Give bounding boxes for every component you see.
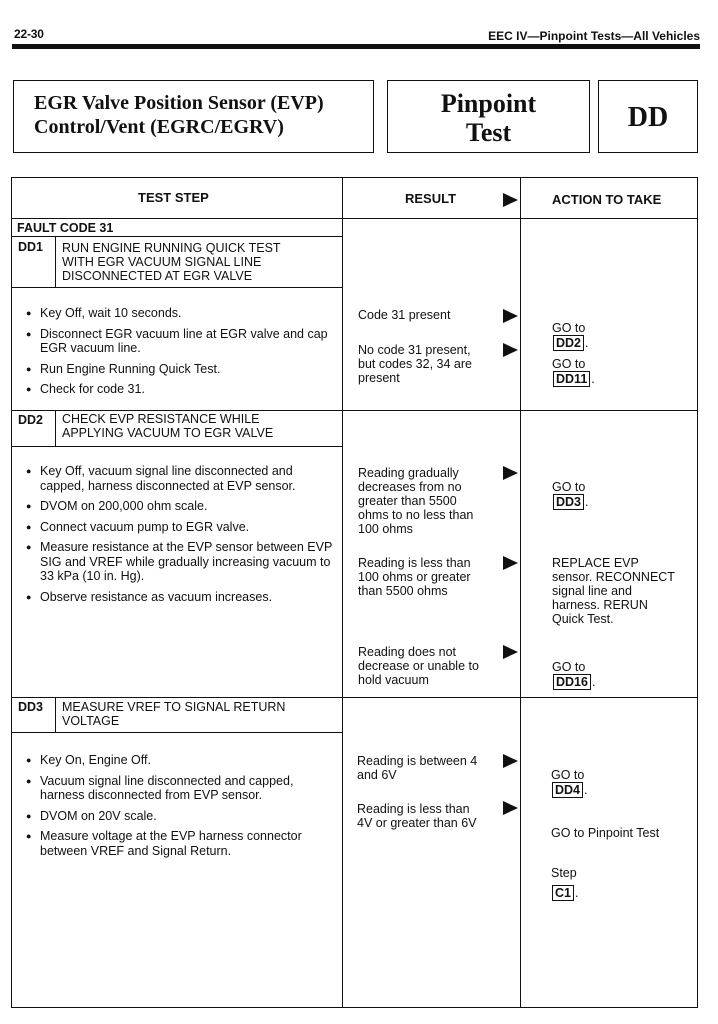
header-result: RESULT <box>405 191 457 206</box>
test-title-box <box>13 80 374 153</box>
list-item: ● Key Off, wait 10 seconds. <box>26 306 338 321</box>
list-item: ● Measure resistance at the EVP sensor between EVP SIG and VREF while gradually increasing vacuum to 33 kPa (10 in. Hg). <box>26 540 338 584</box>
dd3-id-divider <box>55 697 56 732</box>
dd2-result-2: Reading is less than 100 ohms or greater than 5500 ohms <box>358 556 471 598</box>
dd2-action-1: GO to DD3 . <box>552 480 589 509</box>
step-id-dd1: DD1 <box>18 240 44 254</box>
fault-code-label: FAULT CODE 31 <box>17 221 114 235</box>
divider-result-action <box>520 177 521 1008</box>
dd2-result-3: Reading does not decrease or unable to hold vacuum <box>358 645 479 687</box>
dd1-action-1: GO to DD2 . <box>552 321 589 350</box>
dd2-top-rule <box>11 410 698 411</box>
dd2-title-rule <box>11 446 343 447</box>
dd3-result-1: Reading is between 4 and 6V <box>357 754 478 782</box>
step-ref-c1[interactable]: C1 <box>552 885 574 901</box>
step-title-dd3: MEASURE VREF TO SIGNAL RETURN VOLTAGE <box>62 700 286 728</box>
dd1-result-1: Code 31 present <box>358 308 451 322</box>
list-item: ● Disconnect EGR vacuum line at EGR valve and cap EGR vacuum line. <box>26 327 338 356</box>
arrow-icon <box>503 645 518 659</box>
step-id-dd3: DD3 <box>18 700 44 714</box>
step-ref-dd16[interactable]: DD16 <box>553 674 591 690</box>
step-ref-dd11[interactable]: DD11 <box>553 371 590 387</box>
list-item: ● Run Engine Running Quick Test. <box>26 362 338 377</box>
list-item: ● DVOM on 20V scale. <box>26 809 338 824</box>
arrow-icon <box>503 556 518 570</box>
section-title: EEC IV—Pinpoint Tests—All Vehicles <box>488 29 700 43</box>
dd3-action-2: GO to Pinpoint Test Step C1 . <box>551 826 660 900</box>
arrow-icon <box>503 309 518 323</box>
header-action: ACTION TO TAKE <box>552 192 662 207</box>
arrow-icon <box>503 801 518 815</box>
arrow-icon <box>503 466 518 480</box>
list-item: ● Connect vacuum pump to EGR valve. <box>26 520 338 535</box>
dd3-steps <box>26 753 338 864</box>
dd2-result-1: Reading gradually decreases from no greater than 5500 ohms to no less than 100 ohms <box>358 466 474 536</box>
fault-code-rule <box>11 236 343 237</box>
arrow-icon <box>503 754 518 768</box>
header-bottom-rule <box>11 218 698 219</box>
dd3-action-1: GO to DD4 . <box>551 768 588 797</box>
step-title-dd1: RUN ENGINE RUNNING QUICK TEST WITH EGR VACUUM SIGNAL LINE DISCONNECTED AT EGR VALVE <box>62 241 281 283</box>
list-item: ● Key On, Engine Off. <box>26 753 338 768</box>
list-item: ● DVOM on 200,000 ohm scale. <box>26 499 338 514</box>
dd3-top-rule <box>11 697 698 698</box>
header-rule <box>12 44 700 49</box>
step-ref-dd2[interactable]: DD2 <box>553 335 584 351</box>
dd1-action-2: GO to DD11 . <box>552 357 595 386</box>
dd3-result-2: Reading is less than 4V or greater than 6V <box>357 802 477 830</box>
dd1-result-2: No code 31 present, but codes 32, 34 are present <box>358 343 472 385</box>
dd2-id-divider <box>55 410 56 446</box>
step-ref-dd3[interactable]: DD3 <box>553 494 584 510</box>
step-ref-dd4[interactable]: DD4 <box>552 782 583 798</box>
dd3-title-rule <box>11 732 343 733</box>
dd1-title-rule <box>11 287 343 288</box>
pinpoint-test-box <box>387 80 590 153</box>
list-item: ● Measure voltage at the EVP harness connector between VREF and Signal Return. <box>26 829 338 858</box>
divider-step-result <box>342 177 343 1008</box>
header-arrow-icon <box>503 193 518 207</box>
test-code-box: DD <box>598 80 698 153</box>
list-item: ● Check for code 31. <box>26 382 338 397</box>
test-title-line-1: EGR Valve Position Sensor (EVP) <box>34 92 324 114</box>
arrow-icon <box>503 343 518 357</box>
page-number: 22-30 <box>14 27 44 41</box>
step-title-dd2: CHECK EVP RESISTANCE WHILE APPLYING VACUUM TO EGR VALVE <box>62 412 274 440</box>
dd1-id-divider <box>55 236 56 287</box>
step-id-dd2: DD2 <box>18 413 44 427</box>
header-test-step: TEST STEP <box>138 190 209 205</box>
dd1-steps <box>26 306 338 403</box>
list-item: ● Observe resistance as vacuum increases. <box>26 590 338 605</box>
pinpoint-line-2: Test <box>465 118 512 147</box>
test-title-line-2: Control/Vent (EGRC/EGRV) <box>34 116 284 138</box>
dd2-steps <box>26 464 338 610</box>
list-item: ● Key Off, vacuum signal line disconnected and capped, harness disconnected at EVP sensor. <box>26 464 338 493</box>
pinpoint-line-1: Pinpoint <box>440 89 537 118</box>
list-item: ● Vacuum signal line disconnected and capped, harness disconnected from EVP sensor. <box>26 774 338 803</box>
dd2-action-2: REPLACE EVP sensor. RECONNECT signal line and harness. RERUN Quick Test. <box>552 556 675 626</box>
dd2-action-3: GO to DD16 . <box>552 660 596 689</box>
